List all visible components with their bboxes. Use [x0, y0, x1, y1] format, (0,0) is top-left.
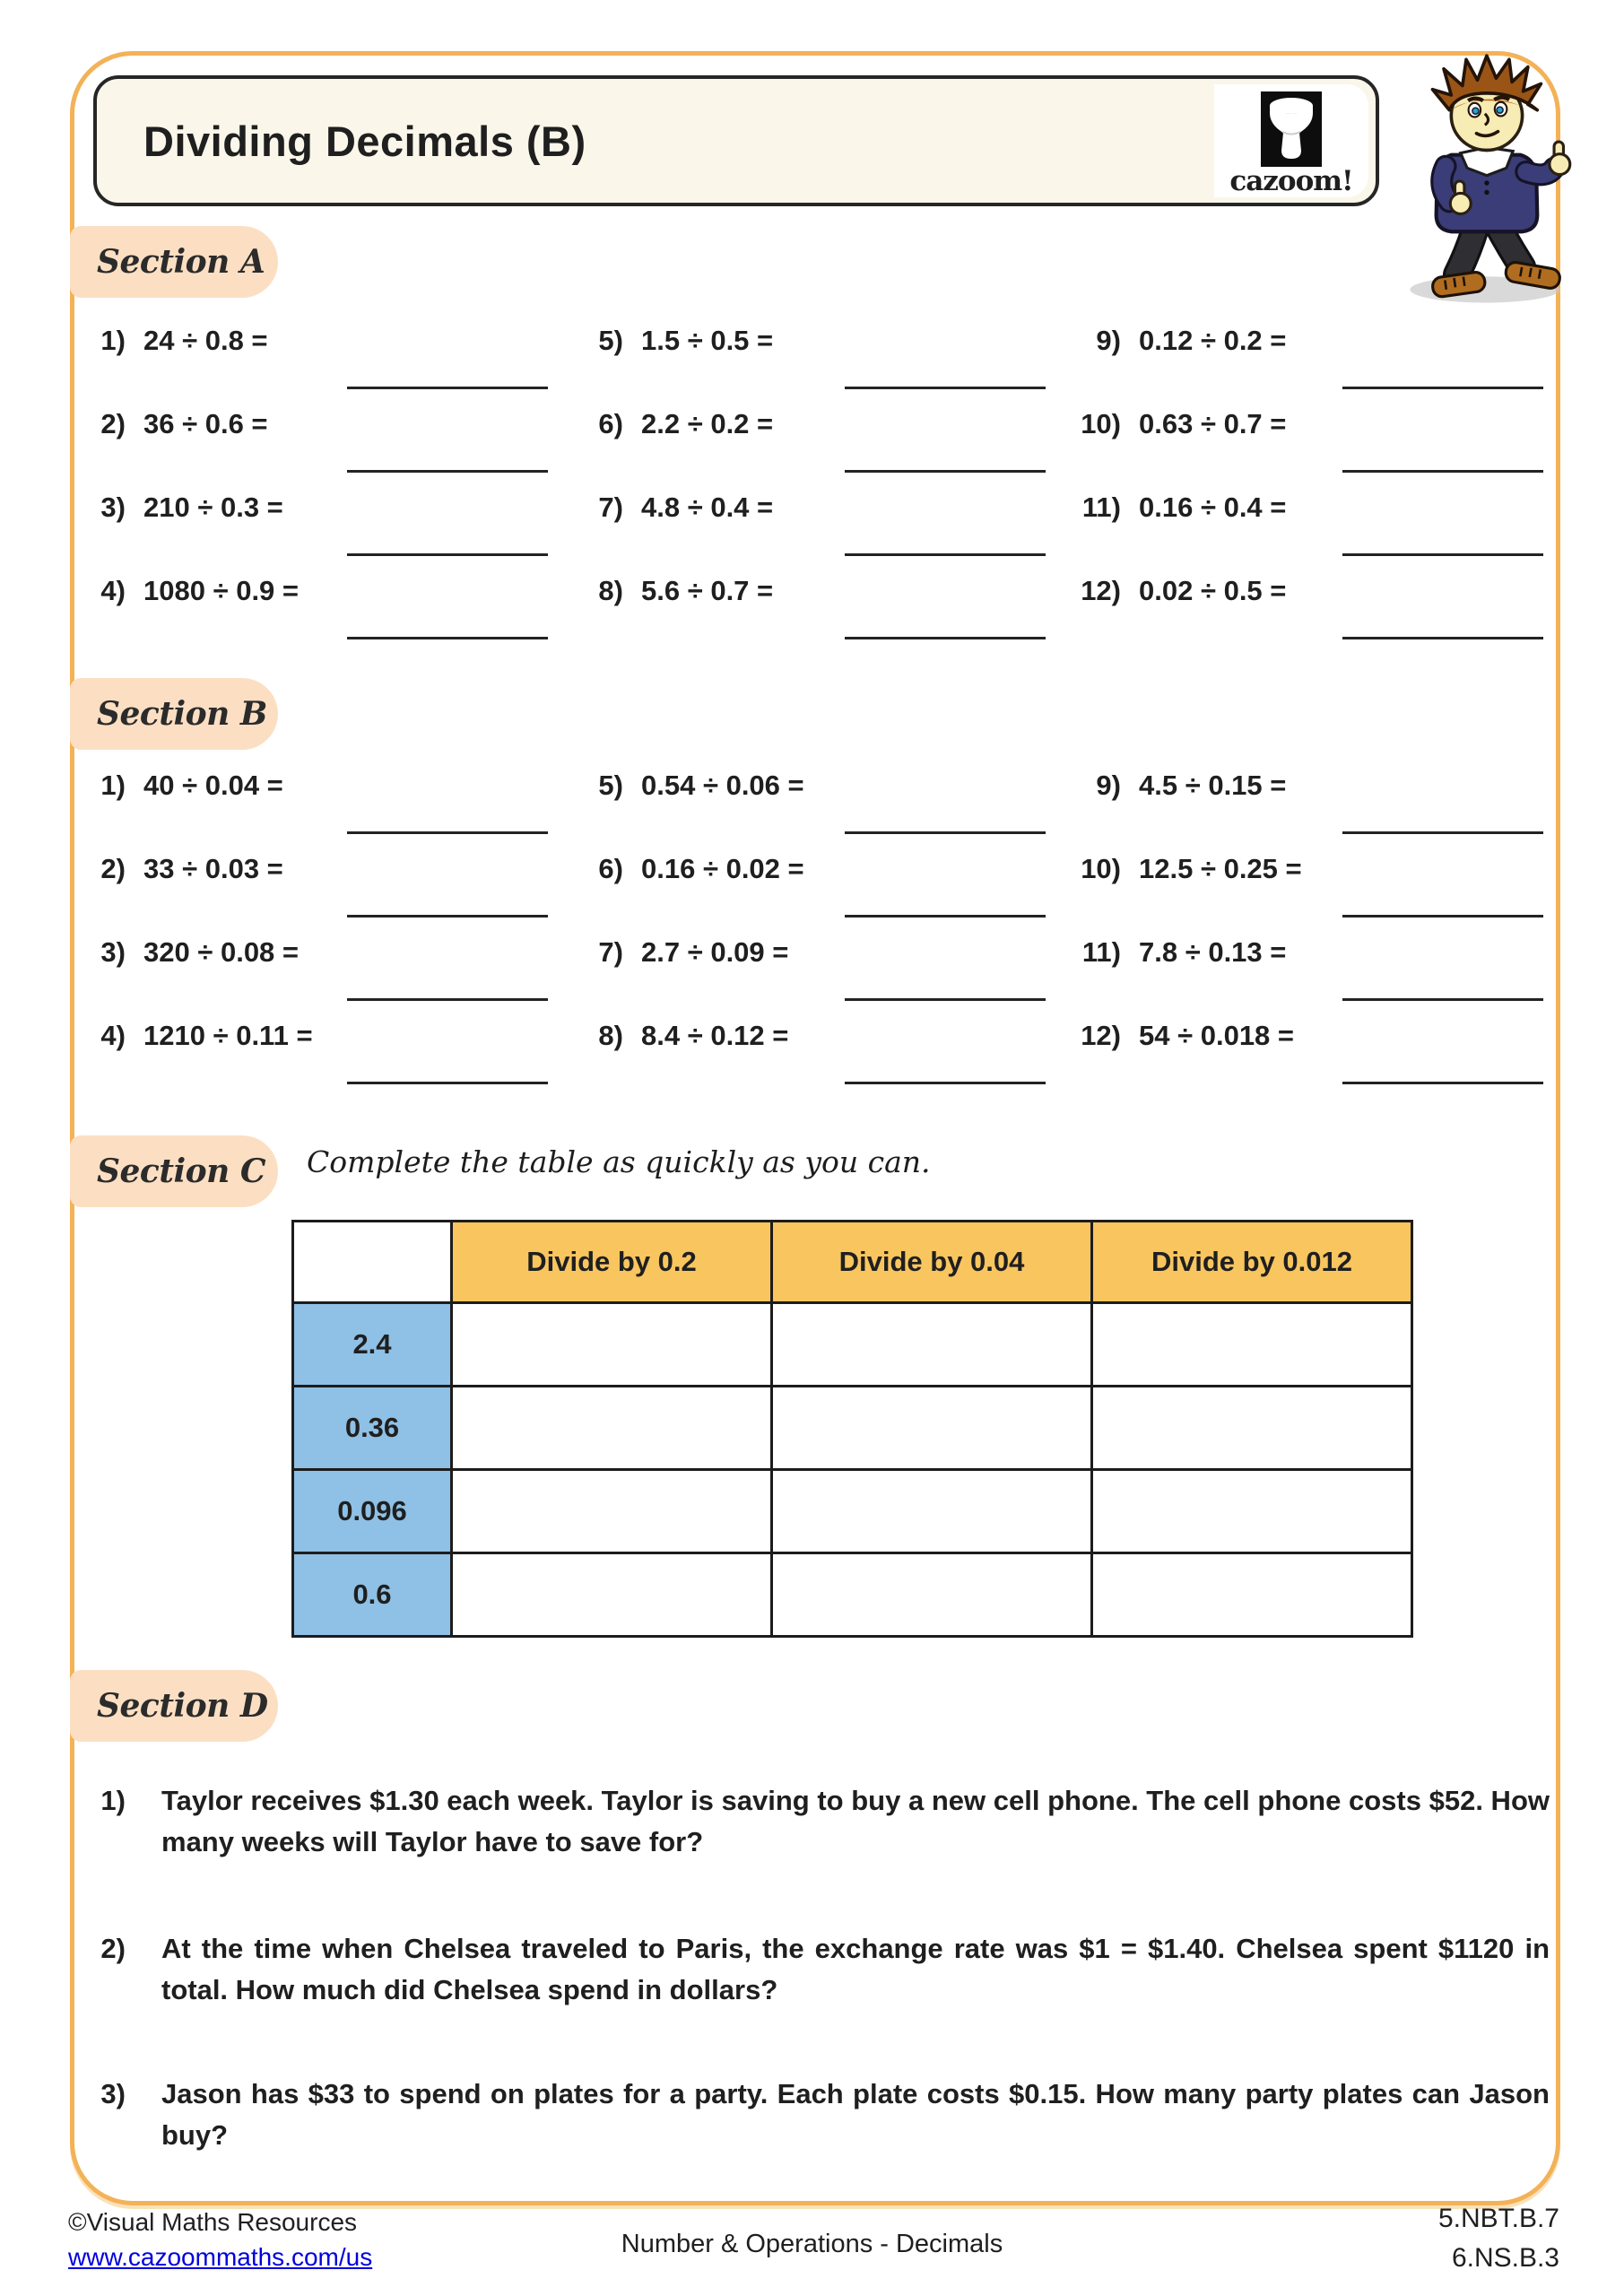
problem-a11: 11) 0.16 ÷ 0.4 =	[1069, 483, 1567, 566]
section-c-instruction: Complete the table as quickly as you can.	[307, 1144, 931, 1179]
answer-line	[845, 1082, 1046, 1084]
table-row-header: 0.096	[293, 1470, 452, 1553]
section-c-label: Section C	[70, 1135, 278, 1207]
copyright-text: ©Visual Maths Resources	[68, 2208, 358, 2236]
table-col-header: Divide by 0.04	[772, 1222, 1092, 1303]
table-row	[293, 1553, 1412, 1637]
answer-line	[845, 470, 1046, 473]
problem-a6: 6) 2.2 ÷ 0.2 =	[571, 399, 1069, 483]
table-blank-cell	[1092, 1387, 1412, 1470]
problem-b9: 9) 4.5 ÷ 0.15 =	[1069, 761, 1567, 844]
table-blank-cell	[1092, 1303, 1412, 1387]
answer-line	[845, 637, 1046, 639]
student-mascot-illustration	[1385, 52, 1590, 314]
problem-a8: 8) 5.6 ÷ 0.7 =	[571, 566, 1069, 649]
answer-line	[845, 915, 1046, 918]
problem-b7: 7) 2.7 ÷ 0.09 =	[571, 927, 1069, 1011]
answer-line	[347, 470, 548, 473]
problem-a5: 5) 1.5 ÷ 0.5 =	[571, 316, 1069, 399]
problem-b12: 12) 54 ÷ 0.018 =	[1069, 1011, 1567, 1094]
problem-b10: 10) 12.5 ÷ 0.25 =	[1069, 844, 1567, 927]
cazoom-logo	[1214, 84, 1368, 197]
website-link[interactable]: www.cazoommaths.com/us	[68, 2243, 373, 2271]
problem-b2: 2) 33 ÷ 0.03 =	[74, 844, 571, 927]
answer-line	[1342, 1082, 1543, 1084]
problem-a12: 12) 0.02 ÷ 0.5 =	[1069, 566, 1567, 649]
word-problem-2: 2) At the time when Chelsea traveled to Paris, the exchange rate was $1 = $1.40. Chelsea spent $1120 in total. How much did Chelsea spend in dollars?	[74, 1928, 1550, 2011]
table-blank-cell	[772, 1387, 1092, 1470]
answer-line	[347, 998, 548, 1001]
answer-line	[347, 553, 548, 556]
answer-line	[1342, 998, 1543, 1001]
table-blank-cell	[452, 1553, 772, 1637]
problem-a7: 7) 4.8 ÷ 0.4 =	[571, 483, 1069, 566]
problem-b4: 4) 1210 ÷ 0.11 =	[74, 1011, 571, 1094]
table-blank-cell	[1092, 1470, 1412, 1553]
problem-b1: 1) 40 ÷ 0.04 =	[74, 761, 571, 844]
table-corner-cell	[293, 1222, 452, 1303]
table-row	[293, 1303, 1412, 1387]
problem-b5: 5) 0.54 ÷ 0.06 =	[571, 761, 1069, 844]
section-a-problems	[74, 316, 1567, 649]
table-row	[293, 1470, 1412, 1553]
table-blank-cell	[772, 1303, 1092, 1387]
word-problem-text: At the time when Chelsea traveled to Paris, the exchange rate was $1 = $1.40. Chelsea spent $1120 in total. How much did Chelsea spend in dollars?	[161, 1933, 1550, 2005]
problem-a10: 10) 0.63 ÷ 0.7 =	[1069, 399, 1567, 483]
answer-line	[1342, 637, 1543, 639]
answer-line	[347, 831, 548, 834]
answer-line	[347, 915, 548, 918]
table-row-header: 0.36	[293, 1387, 452, 1470]
answer-line	[347, 637, 548, 639]
footer-standards	[1438, 2199, 1559, 2278]
word-problem-1: 1) Taylor receives $1.30 each week. Taylor is saving to buy a new cell phone. The cell phone costs $52. How many weeks will Taylor have to save for?	[74, 1780, 1550, 1863]
problem-a3: 3) 210 ÷ 0.3 =	[74, 483, 571, 566]
table-row	[293, 1387, 1412, 1470]
section-b-problems	[74, 761, 1567, 1094]
word-problem-3: 3) Jason has $33 to spend on plates for a party. Each plate costs $0.15. How many party plates can Jason buy?	[74, 2074, 1550, 2156]
standard-code: 5.NBT.B.7	[1437, 2204, 1559, 2233]
table-blank-cell	[452, 1470, 772, 1553]
cazoom-wordmark: cazoom!	[1229, 165, 1353, 197]
table-col-header: Divide by 0.2	[452, 1222, 772, 1303]
section-d-label: Section D	[70, 1670, 278, 1742]
page-title: Dividing Decimals (B)	[143, 117, 586, 165]
answer-line	[1342, 915, 1543, 918]
problem-b6: 6) 0.16 ÷ 0.02 =	[571, 844, 1069, 927]
word-problem-text: Taylor receives $1.30 each week. Taylor is saving to buy a new cell phone. The cell phone costs $52. How many weeks will Taylor have to save for?	[161, 1785, 1550, 1857]
table-blank-cell	[1092, 1553, 1412, 1637]
answer-line	[845, 387, 1046, 389]
answer-line	[845, 831, 1046, 834]
section-a-label: Section A	[70, 226, 278, 298]
table-blank-cell	[772, 1470, 1092, 1553]
problem-a1: 1) 24 ÷ 0.8 =	[74, 316, 571, 399]
table-header-row	[293, 1222, 1412, 1303]
answer-line	[1342, 831, 1543, 834]
divide-table	[291, 1220, 1413, 1638]
problem-a2: 2) 36 ÷ 0.6 =	[74, 399, 571, 483]
answer-line	[347, 387, 548, 389]
answer-line	[1342, 387, 1543, 389]
table-col-header: Divide by 0.012	[1092, 1222, 1412, 1303]
standard-code: 6.NS.B.3	[1451, 2243, 1559, 2273]
footer-category: Number & Operations - Decimals	[621, 2230, 1003, 2258]
answer-line	[347, 1082, 548, 1084]
table-blank-cell	[452, 1303, 772, 1387]
problem-b11: 11) 7.8 ÷ 0.13 =	[1069, 927, 1567, 1011]
djembe-drum-icon	[1261, 91, 1322, 167]
problem-a4: 4) 1080 ÷ 0.9 =	[74, 566, 571, 649]
title-box	[93, 75, 1379, 206]
problem-b3: 3) 320 ÷ 0.08 =	[74, 927, 571, 1011]
answer-line	[1342, 470, 1543, 473]
answer-line	[1342, 553, 1543, 556]
table-blank-cell	[772, 1553, 1092, 1637]
answer-line	[845, 553, 1046, 556]
answer-line	[845, 998, 1046, 1001]
table-row-header: 2.4	[293, 1303, 452, 1387]
problem-b8: 8) 8.4 ÷ 0.12 =	[571, 1011, 1069, 1094]
problem-a9: 9) 0.12 ÷ 0.2 =	[1069, 316, 1567, 399]
word-problem-text: Jason has $33 to spend on plates for a party. Each plate costs $0.15. How many party plates can Jason buy?	[161, 2078, 1550, 2151]
table-row-header: 0.6	[293, 1553, 452, 1637]
table-blank-cell	[452, 1387, 772, 1470]
section-b-label: Section B	[70, 678, 278, 750]
